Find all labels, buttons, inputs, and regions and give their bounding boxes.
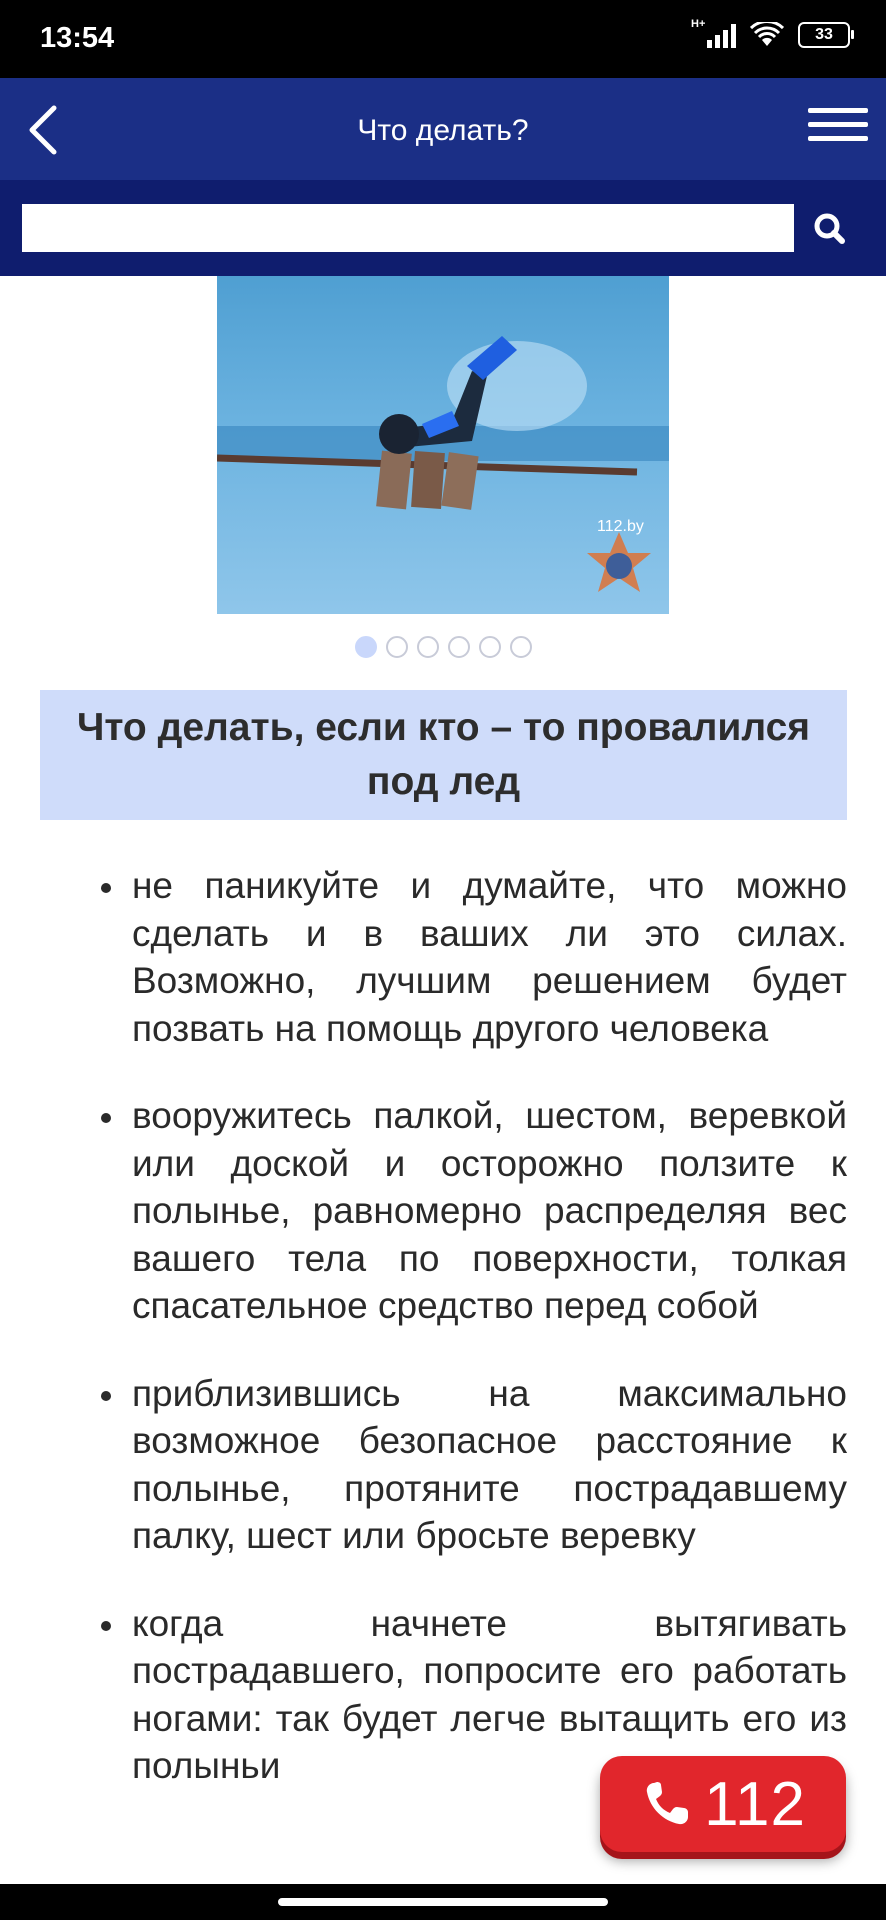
system-navigation-bar — [0, 1884, 886, 1920]
page-title: Что делать? — [357, 114, 529, 147]
list-item: вооружитесь палкой, шестом, веревкой или доской и осторожно ползите к полынье, равномерно распределяя вес вашего тела по поверхности, толкая спасательное средство перед собой — [95, 1092, 847, 1330]
status-icons — [691, 18, 850, 48]
article-photo[interactable] — [217, 276, 669, 614]
image-pager — [0, 636, 886, 658]
pager-dot[interactable] — [510, 636, 532, 658]
watermark-label: 112.by — [597, 518, 644, 535]
list-item: приблизившись на максимально возможное безопасное расстояние к полынье, протяните пострадавшему палку, шест или бросьте веревку — [95, 1370, 847, 1560]
pager-dot[interactable] — [417, 636, 439, 658]
search-button[interactable] — [800, 202, 860, 256]
search-bar — [0, 180, 886, 276]
rescue-on-ice-image — [217, 276, 669, 614]
status-time: 13:54 — [40, 22, 115, 54]
status-bar — [0, 0, 886, 78]
list-item: когда начнете вытягивать пострадавшего, попросите его работать ногами: так будет легче вытащить его из полыньи — [95, 1600, 847, 1790]
battery-level: 33 — [815, 26, 833, 43]
emergency-call-button[interactable] — [600, 1756, 846, 1852]
cellular-signal-icon — [691, 18, 736, 48]
pager-dot[interactable] — [448, 636, 470, 658]
battery-icon — [798, 22, 850, 48]
list-item: не паникуйте и думайте, что можно сделать и в ваших ли это силах. Возможно, лучшим решением будет позвать на помощь другого человека — [95, 862, 847, 1052]
article-title: Что делать, если кто – то провалился под лед — [76, 706, 811, 803]
search-icon — [800, 202, 860, 256]
pager-dot[interactable] — [386, 636, 408, 658]
search-input[interactable] — [22, 204, 794, 252]
article-heading — [40, 690, 847, 820]
pager-dot[interactable] — [479, 636, 501, 658]
app-header — [0, 78, 886, 180]
emergency-number: 112 — [704, 1769, 806, 1839]
phone-icon — [640, 1777, 694, 1831]
instruction-list — [95, 862, 847, 1830]
pager-dot[interactable] — [355, 636, 377, 658]
network-type-label: H+ — [691, 18, 706, 30]
home-indicator[interactable] — [278, 1898, 608, 1906]
menu-button[interactable] — [808, 108, 868, 152]
wifi-icon — [750, 22, 784, 48]
hamburger-menu-icon — [808, 108, 868, 113]
